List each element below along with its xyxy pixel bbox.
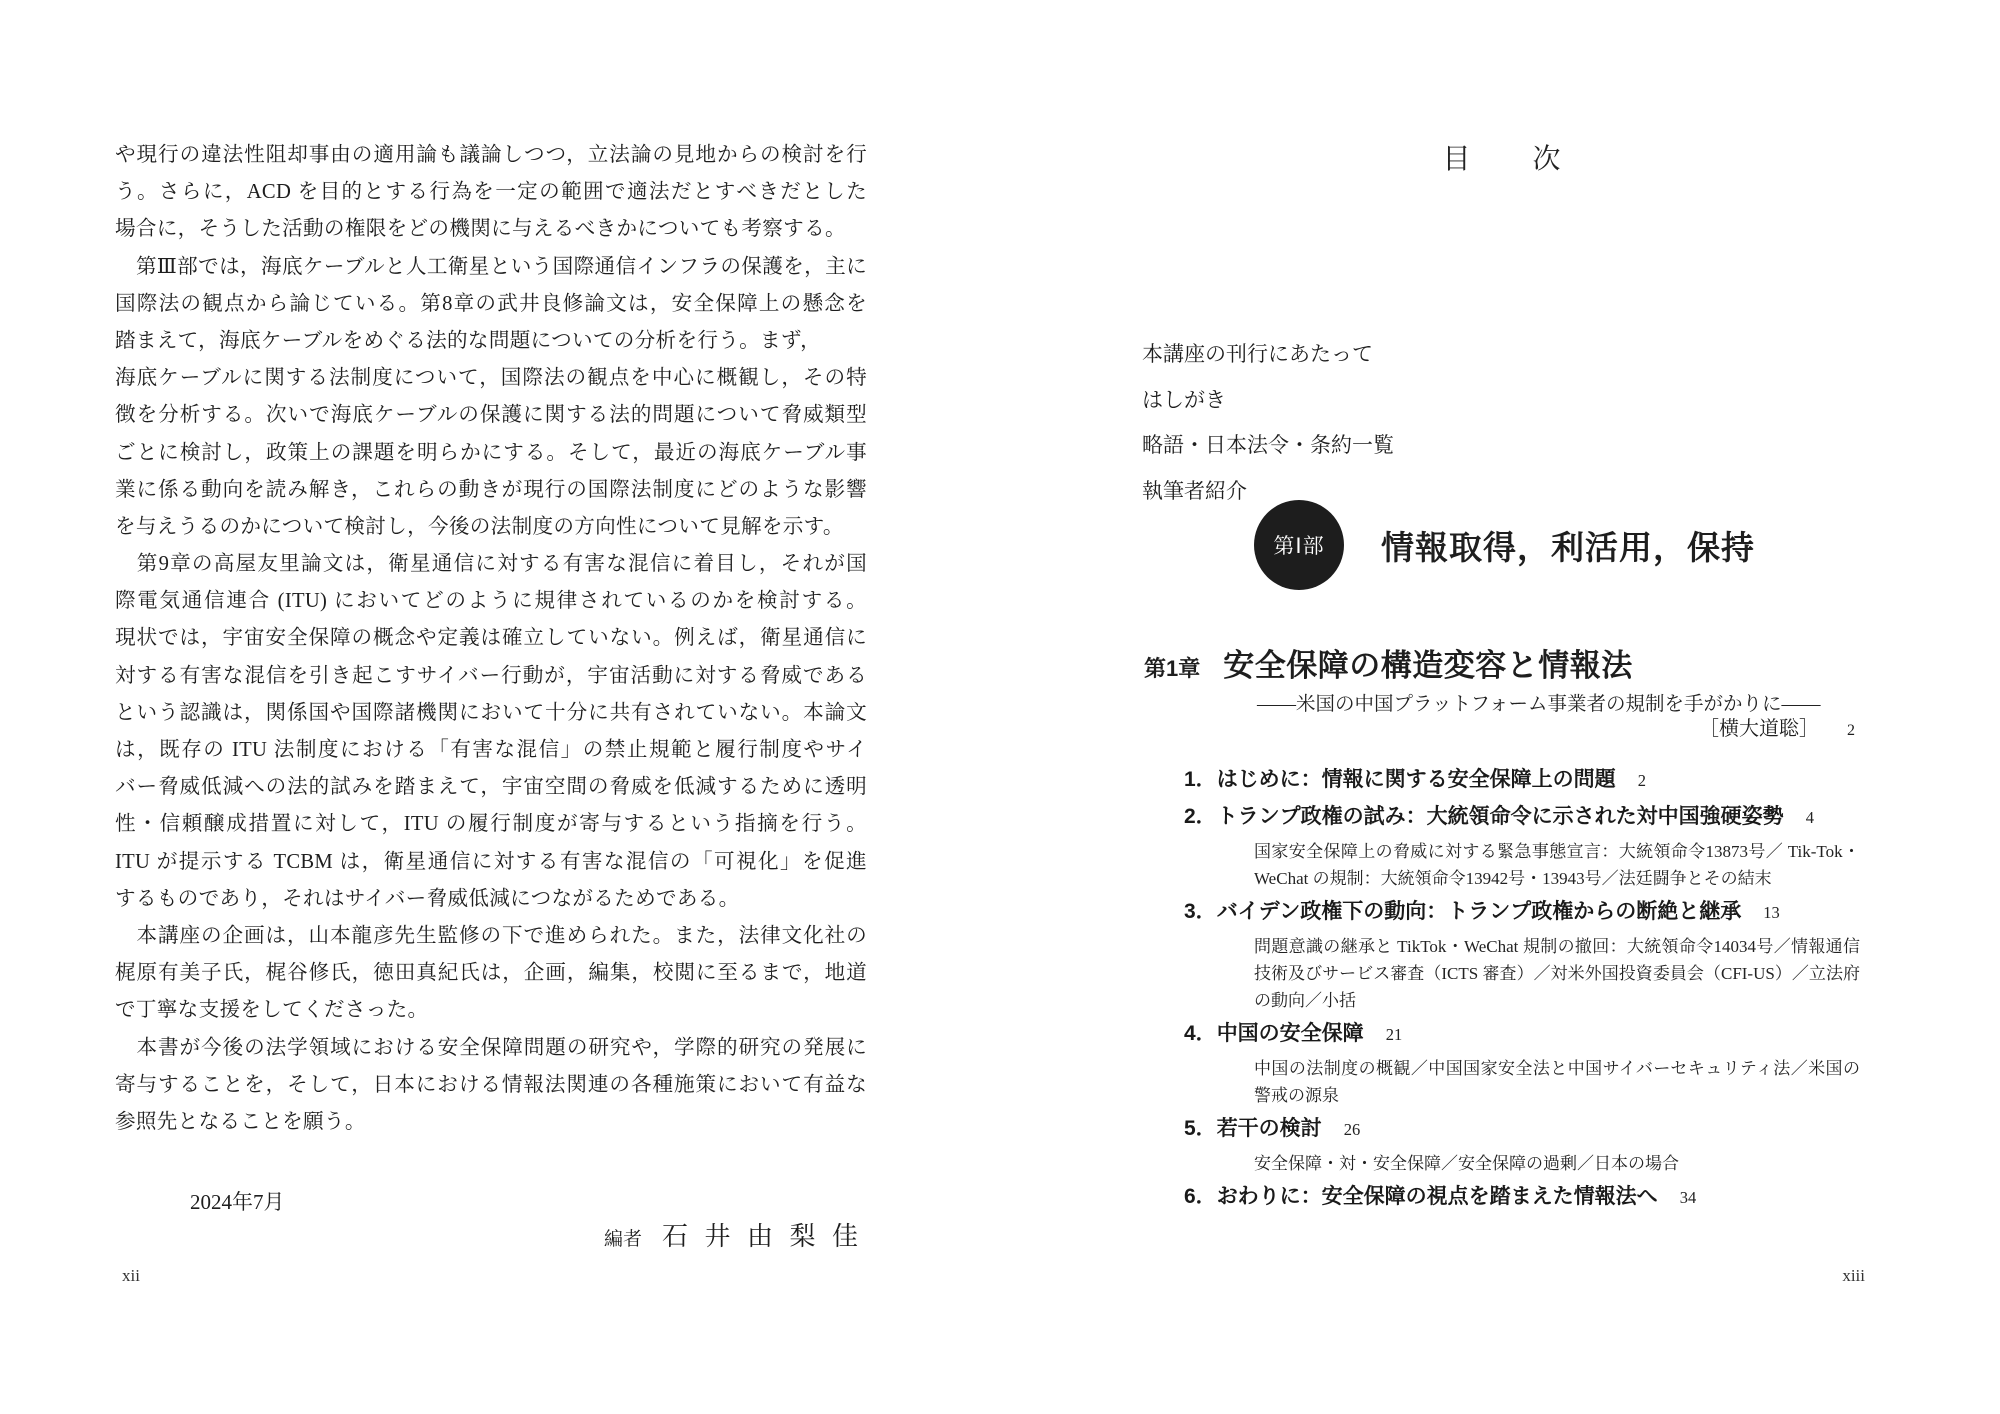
toc-entry-detail: 問題意識の継承と TikTok・WeChat 規制の撤回：大統領命令14034号／情報通信技術及びサービス審査（ICTS 審査）／対米外国投資委員会（CFI-US）／立法府の動向／小括: [1254, 937, 1860, 1010]
toc-entry-title: 中国の安全保障: [1216, 1022, 1364, 1045]
chapter-start-page: 2: [1847, 722, 1855, 739]
toc-entry-detail: 安全保障・対・安全保障／安全保障の過剰／日本の場合: [1254, 1154, 1679, 1173]
toc-entry-title: 若干の検討: [1216, 1117, 1322, 1140]
chapter-author-line: [1140, 712, 1865, 741]
toc-entry-number: 3．: [1184, 900, 1217, 923]
preface-line: 梶原有美子氏，梶谷修氏，徳田真紀氏は，企画，編集，校閲に至るまで，地道: [115, 962, 867, 985]
editor-label: 編者: [603, 1229, 642, 1250]
preface-line: 踏まえて，海底ケーブルをめぐる法的な問題についての分析を行う。まず，: [115, 329, 822, 352]
preface-line: 第Ⅲ部では，海底ケーブルと人工衛星という国際通信インフラの保護を，主に: [115, 255, 867, 278]
part-heading: [1254, 500, 1755, 590]
page-number-right: xiii: [1842, 1266, 1865, 1285]
toc-entry-page-number: 4: [1805, 808, 1814, 827]
toc-entry: [1184, 1111, 1848, 1148]
toc-entry: [1184, 894, 1848, 931]
toc-entry-page-number: 21: [1385, 1025, 1403, 1044]
toc-entry-page-number: 26: [1343, 1120, 1361, 1139]
toc-entry-page-number: 13: [1763, 903, 1780, 922]
preface-line: 海底ケーブルに関する法制度について，国際法の観点を中心に概観し，その特: [115, 367, 867, 390]
preface-line: 本講座の企画は，山本龍彦先生監修の下で進められた。また，法律文化社の: [115, 924, 867, 947]
toc-front-matter-item: 執筆者紹介: [1142, 478, 1247, 503]
preface-line: 本書が今後の法学領域における安全保障問題の研究や，学際的研究の発展に: [115, 1036, 867, 1059]
toc-entry-number: 2．: [1184, 805, 1217, 828]
toc-entry-number: 5．: [1184, 1117, 1217, 1140]
toc-entry-title: おわりに：安全保障の視点を踏まえた情報法へ: [1216, 1185, 1658, 1208]
preface-line: で丁寧な支援をしてくださった。: [115, 999, 429, 1022]
toc-entries: [1184, 762, 1860, 1216]
toc-entry-detail: 中国の法制度の概観／中国国家安全法と中国サイバーセキュリティ法／米国の警戒の源泉: [1254, 1059, 1860, 1105]
preface-line: は，既存の ITU 法制度における「有害な混信」の禁止規範と履行制度やサイ: [115, 739, 867, 761]
toc-entry: [1184, 1179, 1848, 1216]
preface-line: ごとに検討し，政策上の課題を明らかにする。そして，最近の海底ケーブル事: [115, 441, 867, 464]
preface-line: 寄与することを，そして，日本における情報法関連の各種施策において有益な: [115, 1073, 867, 1096]
toc-front-matter: [1142, 332, 1394, 514]
toc-entry-title: トランプ政権の試み：大統領命令に示された対中国強硬姿勢: [1216, 805, 1784, 828]
toc-entry-title: はじめに：情報に関する安全保障上の問題: [1216, 768, 1616, 791]
chapter-subtitle: ——米国の中国プラットフォーム事業者の規制を手がかりに——: [1257, 694, 1821, 715]
preface-line: や現行の違法性阻却事由の適用論も議論しつつ，立法論の見地からの検討を行: [115, 144, 867, 166]
editor-name: 石 井 由 梨 佳: [661, 1222, 863, 1251]
toc-title: 目 次: [1442, 144, 1563, 175]
part-title: 情報取得，利活用，保持: [1381, 530, 1755, 567]
preface-line: 場合に，そうした活動の権限をどの機関に与えるべきかについても考察する。: [115, 218, 846, 241]
chapter-label: 第1章: [1144, 656, 1201, 681]
page-number-left: xii: [122, 1266, 140, 1285]
preface-line: 業に係る動向を読み解き，これらの動きが現行の国際法制度にどのような影響: [115, 478, 867, 501]
preface-line: ITU が提示する TCBM は，衛星通信に対する有害な混信の「可視化」を促進: [115, 850, 867, 873]
editor-signature: [115, 1216, 863, 1253]
toc-entry-number: 4．: [1184, 1022, 1217, 1045]
preface-line: 徴を分析する。次いで海底ケーブルの保護に関する法的問題について脅威類型: [115, 404, 867, 427]
toc-entry: [1184, 1016, 1848, 1053]
toc-front-matter-item: はしがき: [1142, 387, 1226, 412]
toc-entry-page-number: 2: [1637, 771, 1646, 790]
toc-entry: [1184, 799, 1848, 836]
preface-line: 参照先となることを願う。: [115, 1110, 366, 1133]
preface-line: 第9章の高屋友里論文は，衛星通信に対する有害な混信に着目し，それが国: [115, 553, 867, 576]
preface-line: 対する有害な混信を引き起こすサイバー行動が，宇宙活動に対する脅威である: [115, 664, 867, 687]
chapter-title: 安全保障の構造変容と情報法: [1223, 648, 1633, 683]
preface-line: バー脅威低減への法的試みを踏まえて，宇宙空間の脅威を低減するために透明: [115, 776, 867, 799]
part-number-badge: 第Ⅰ部: [1254, 500, 1344, 590]
toc-entry-number: 6．: [1184, 1185, 1217, 1208]
preface-line: 現状では，宇宙安全保障の概念や定義は確立していない。例えば，衛星通信に: [115, 627, 867, 650]
preface-line: するものであり，それはサイバー脅威低減につながるためである。: [115, 887, 740, 910]
preface-date: 2024年7月: [190, 1190, 285, 1214]
preface-line: という認識は，関係国や国際諸機関において十分に共有されていない。本論文: [115, 701, 867, 724]
preface-line: う。さらに，ACD を目的とする行為を一定の範囲で適法だとすべきだとした: [115, 181, 867, 204]
toc-entry-page-number: 34: [1679, 1188, 1697, 1207]
toc-entry-detail: 国家安全保障上の脅威に対する緊急事態宣言：大統領命令13873号／ Tik-Tok・WeChat の規制：大統領命令13942号・13943号／法廷闘争とその結末: [1254, 842, 1860, 888]
toc-front-matter-item: 本講座の刊行にあたって: [1142, 342, 1373, 366]
left-page-preface: [115, 137, 867, 1141]
chapter-author: ［横大道聡］: [1699, 718, 1819, 740]
toc-front-matter-item: 略語・日本法令・条約一覧: [1142, 433, 1394, 457]
right-page-toc: [1140, 137, 1865, 1337]
chapter-heading: [1144, 640, 1633, 685]
toc-entry-title: バイデン政権下の動向：トランプ政権からの断絶と継承: [1216, 900, 1742, 923]
preface-line: 国際法の観点から論じている。第8章の武井良修論文は，安全保障上の懸念を: [115, 292, 867, 315]
toc-entry: [1184, 762, 1848, 799]
preface-line: を与えうるのかについて検討し，今後の法制度の方向性について見解を示す。: [115, 515, 844, 538]
preface-lines: [115, 137, 867, 1141]
preface-line: 際電気通信連合 (ITU) においてどのように規律されているのかを検討する。: [115, 590, 867, 613]
preface-line: 性・信頼醸成措置に対して，ITU の履行制度が寄与するという指摘を行う。: [115, 813, 867, 836]
toc-entry-number: 1．: [1184, 768, 1217, 791]
